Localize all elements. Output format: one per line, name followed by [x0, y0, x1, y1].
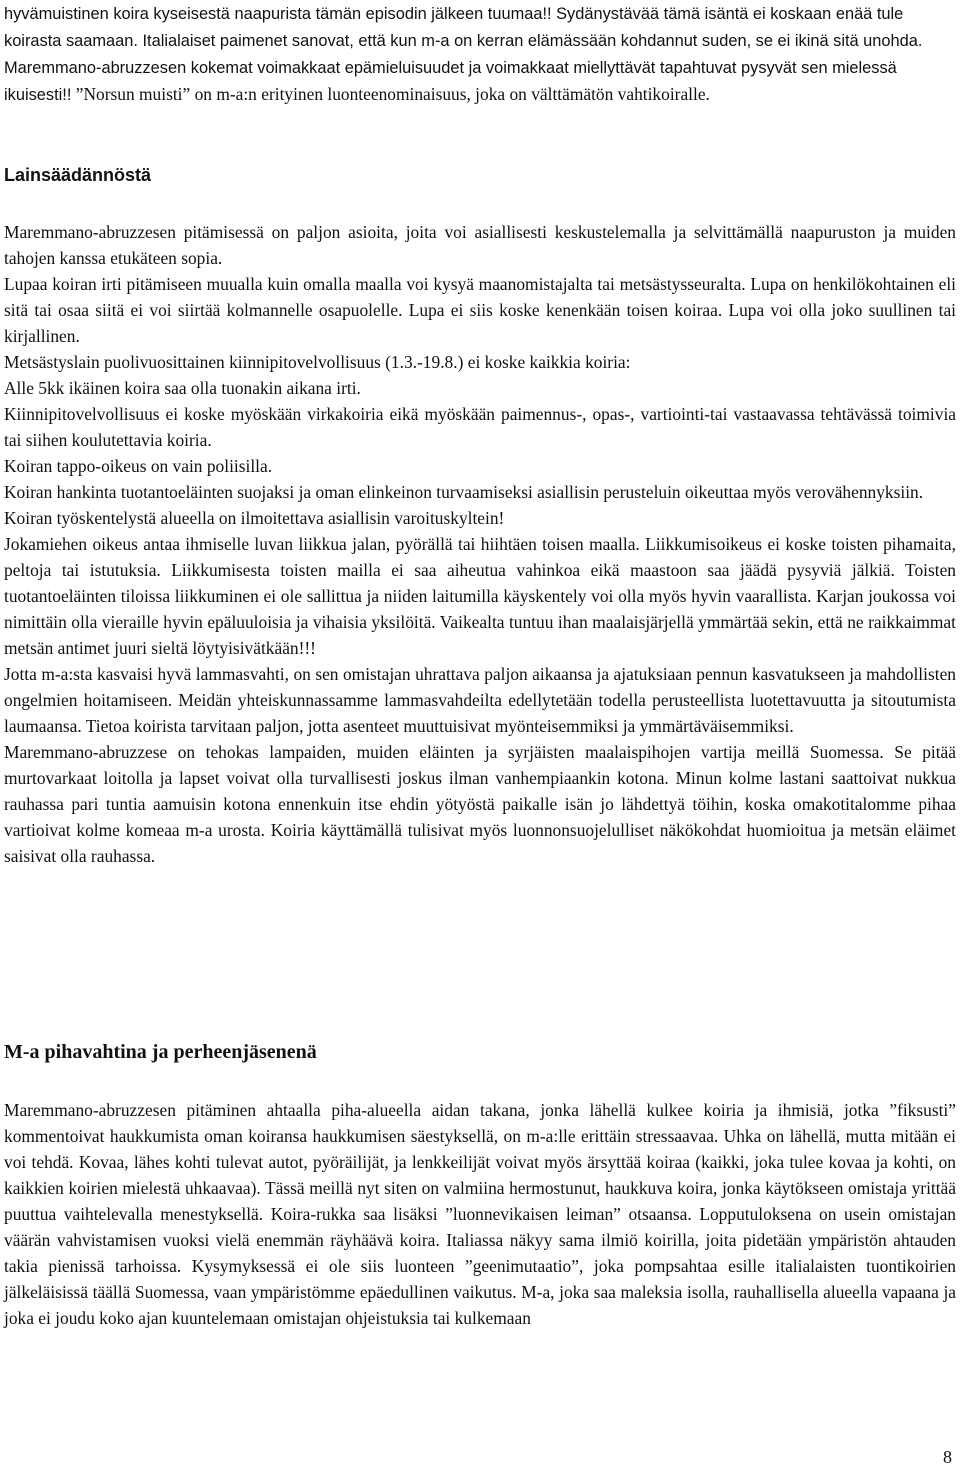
section-heading-legislation: Lainsäädännöstä: [4, 165, 152, 185]
paragraph: Maremmano-abruzzesen pitäminen ahtaalla piha-alueella aidan takana, jonka lähellä kulkee koiria ja ihmisiä, jotka ”fiksusti” kommentoivat haukkumista oman koiransa haukkumisen säestyksellä, on m-a:lle erittäin stressaavaa. Uhka on lähellä, mutta mitään ei voi tehdä. Kovaa, lähes kohti tulevat autot, pyöräilijät, ja lenkkeilijät voivat myös ärsyttää koiraa (kaikki, joka tulee kovaa ja kohti, on kaikkien koirien mielestä uhkaavaa). Tässä meillä nyt siten on valmiina hermostunut, haukkuva koira, jonka käytökseen omistaja yrittää puuttua vaihtelevalla menestyksellä. Koira-rukka saa lisäksi ”luonnevikaisen leiman” otsaansa. Lopputuloksena on usein omistajan väärän vahvistamisen vuoksi vielä enemmän räyhäävä koira. Italiassa näkyy sama ilmiö koirilla, joita pidetään ympäristön ahtauden takia pienissä tarhoissa. Kysymyksessä ei ole siis luonteen ”geenimutaatio”, joka pompsahtaa esille italialaisten tuontikoirien jälkeläisissä täällä Suomessa, vaan ympäristömme epäedullinen vaikutus. M-a, joka saa maleksia isolla, rauhallisella alueella vapaana ja joka ei joudu koko ajan kuuntelemaan omistajan ohjeistuksia tai kulkemaan: [4, 1100, 956, 1328]
legislation-body: [4, 219, 956, 869]
page-number: 8: [943, 1447, 952, 1467]
intro-sans-text: hyvämuistinen koira kyseisestä naapurista tämän episodin jälkeen tuumaa!! Sydänystävää tämä isäntä ei koskaan enää tule koirasta saamaan. Italialaiset paimenet sanovat, että kun m-a on kerran elämässään kohdannut suden, se ei ikinä sitä unohda. Maremmano-abruzzesen kokemat voimakkaat epämieluisuudet ja voimakkaat miellyttävät tapahtuvat pysyvät sen mielessä ikuisesti!!: [4, 5, 923, 104]
paragraph: Koiran työskentelystä alueella on ilmoitettava asiallisin varoituskyltein!: [4, 508, 505, 528]
paragraph: Alle 5kk ikäinen koira saa olla tuonakin aikana irti.: [4, 378, 361, 398]
paragraph: Lupaa koiran irti pitämiseen muualla kuin omalla maalla voi kysyä maanomistajalta tai metsästysseuralta. Lupa on henkilökohtainen eli sitä tai osaa siitä ei voi siirtää kolmannelle osapuolelle. Lupa ei siis koske kenenkään toisen koiraa. Lupa voi olla joko suullinen tai kirjallinen.: [4, 274, 956, 346]
paragraph: Koiran hankinta tuotantoeläinten suojaksi ja oman elinkeinon turvaamiseksi asiallisin perusteluin oikeuttaa myös verovähennyksiin.: [4, 482, 924, 502]
intro-paragraph: [4, 0, 956, 108]
paragraph: Kiinnipitovelvollisuus ei koske myöskään virkakoiria eikä myöskään paimennus-, opas-, vartiointi-tai vastaavassa tehtävässä toimivia tai siihen koulutettavia koiria.: [4, 404, 956, 450]
paragraph: Koiran tappo-oikeus on vain poliisilla.: [4, 456, 273, 476]
paragraph: Jotta m-a:sta kasvaisi hyvä lammasvahti, on sen omistajan uhrattava paljon aikaansa ja ajatuksiaan pennun kasvatukseen ja mahdollisten ongelmien hoitamiseen. Meidän yhteiskunnassamme lammasvahdeilta edellytetään todella perusteellista luotettavuutta ja sitoutumista laumaansa. Tietoa koirista tarvitaan paljon, jotta asenteet muuttuisivat myönteisemmiksi ja ymmärtäväisemmiksi.: [4, 664, 956, 736]
paragraph: Maremmano-abruzzesen pitämisessä on paljon asioita, joita voi asiallisesti keskustelemalla ja selvittämällä naapuruston ja muiden tahojen kanssa etukäteen sopia.: [4, 222, 956, 268]
section-heading-guard-and-family: M-a pihavahtina ja perheenjäsenenä: [4, 1041, 317, 1063]
paragraph: Maremmano-abruzzese on tehokas lampaiden, muiden eläinten ja syrjäisten maalaispihojen vartija meillä Suomessa. Se pitää murtovarkaat loitolla ja lapset voivat olla turvallisesti joskus ilman vanhempiaankin kotona. Minun kolme lastani saattoivat nukkua rauhassa pari tuntia aamuisin kotona ennenkuin itse ehdin yötyöstä paikalle isän jo lähdettyä töihin, koska omakotitalomme pihaa vartioivat kolme komeaa m-a urosta. Koiria käyttämällä tulisivat myös luonnonsuojelulliset näkökohdat huomioitua ja metsän eläimet saisivat olla rauhassa.: [4, 742, 956, 866]
guard-and-family-body: [4, 1097, 956, 1331]
paragraph: Metsästyslain puolivuosittainen kiinnipitovelvollisuus (1.3.-19.8.) ei koske kaikkia koiria:: [4, 352, 631, 372]
intro-serif-text: ”Norsun muisti” on m-a:n erityinen luonteenominaisuus, joka on välttämätön vahtikoiralle.: [71, 84, 710, 104]
paragraph: Jokamiehen oikeus antaa ihmiselle luvan liikkua jalan, pyörällä tai hiihtäen toisen maalla. Liikkumisoikeus ei koske toisten pihamaita, peltoja tai istutuksia. Liikkumisesta toisten mailla ei saa aiheutua vahinkoa eikä maastoon saa jäädä pysyviä jälkiä. Toisten tuotantoeläinten tiloissa liikkuminen ei ole sallittua ja niiden laitumilla käyskentely voi olla myös hyvin vaarallista. Karjan joukossa voi nimittäin olla vieraille hyvin epäluuloisia ja vihaisia yksilöitä. Vaikealta tuntuu ihan maalaisjärjellä ymmärtää sekin, että ne raikkaimmat metsän antimet juuri sieltä löytyisivätkään!!!: [4, 534, 956, 658]
